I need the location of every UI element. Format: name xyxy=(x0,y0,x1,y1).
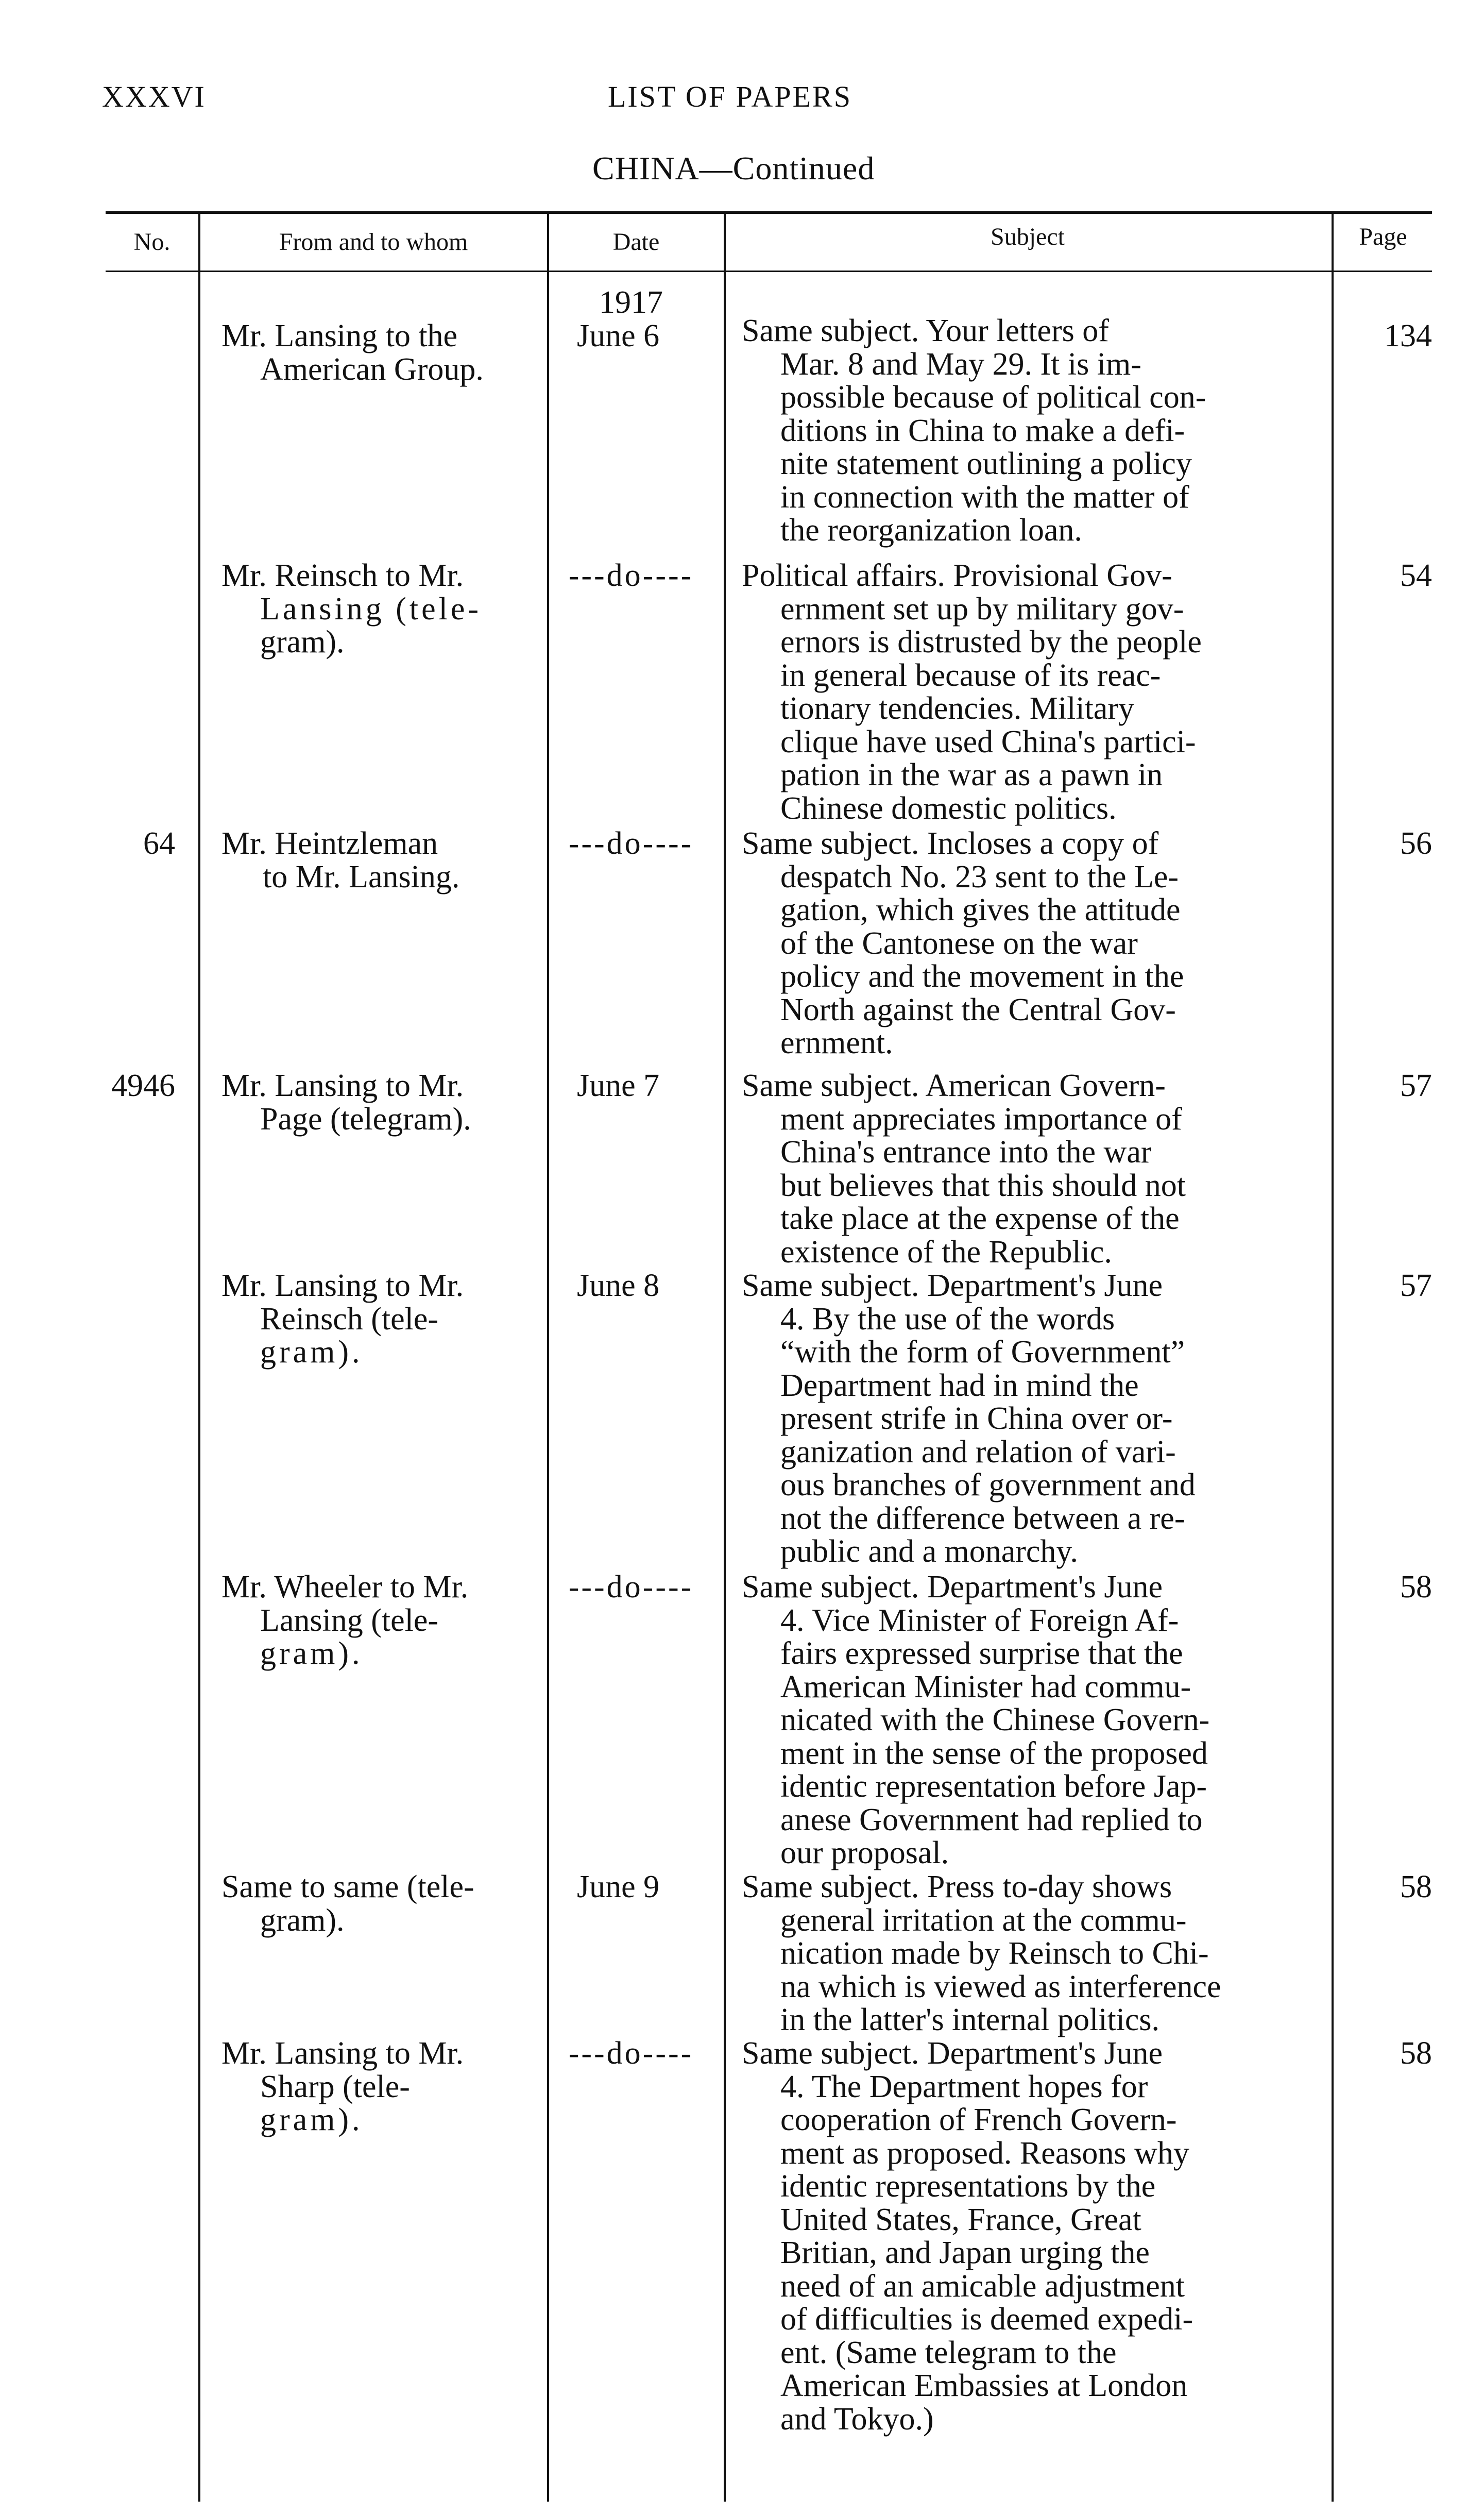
entry-subject: Same subject. Department's June 4. Vice Minister of Foreign Af- fairs expressed surprise that the American Minister had commu- nicated with the Chinese Govern- ment in the sense of the proposed identic representation before Jap- anese Government had replied to our proposal. xyxy=(742,1569,1210,1870)
entry-number: 4946 xyxy=(111,1068,175,1103)
column-header-subject: Subject xyxy=(991,223,1065,250)
entry-year: 1917 xyxy=(599,285,663,320)
column-divider xyxy=(198,214,200,2502)
column-header-date: Date xyxy=(612,228,660,256)
from-to-whom: Mr. Wheeler to Mr. Lansing (tele- gram). xyxy=(221,1569,469,1671)
entry-date: ---do---- xyxy=(568,558,694,593)
from-to-whom: Mr. Lansing to Mr. Reinsch (tele- gram). xyxy=(221,1268,464,1370)
entry-page: 57 xyxy=(1400,1068,1432,1103)
entry-date: ---do---- xyxy=(568,2036,694,2071)
entry-page: 56 xyxy=(1400,826,1432,861)
entry-date: June 7 xyxy=(577,1068,660,1103)
column-header-from: From and to whom xyxy=(279,228,468,256)
entry-page: 134 xyxy=(1384,318,1432,353)
column-header-no: No. xyxy=(133,228,170,256)
entry-subject: Same subject. Incloses a copy of despatch No. 23 sent to the Le- gation, which gives the attitude of the Cantonese on the war policy and the movement in the North against the Central Gov- ernment. xyxy=(742,826,1184,1060)
entry-page: 58 xyxy=(1400,1869,1432,1904)
from-to-whom: Mr. Lansing to the American Group. xyxy=(221,318,484,387)
entry-date: ---do---- xyxy=(568,826,694,861)
entry-date: ---do---- xyxy=(568,1569,694,1605)
entry-subject: Same subject. Department's June 4. The Department hopes for cooperation of French Govern- ment as proposed. Reasons why identic representations by the United States, France, Great Britian, and Japan urging the need of an amicable adjustment of difficulties is deemed expedi- ent. (Same telegram to the American Embassies at London and Tokyo.) xyxy=(742,2036,1193,2437)
entry-date: 1917 June 6 xyxy=(561,286,701,352)
column-divider xyxy=(547,214,549,2502)
column-divider xyxy=(1332,214,1334,2502)
table-top-rule xyxy=(106,211,1432,214)
header-bottom-rule xyxy=(106,271,1432,272)
section-title: CHINA—Continued xyxy=(592,150,875,187)
entry-page: 58 xyxy=(1400,2036,1432,2071)
entry-date: June 9 xyxy=(577,1869,660,1904)
entry-number: 64 xyxy=(143,826,175,861)
entry-subject: Same subject. Press to-day shows general irritation at the commu- nication made by Reinsch to Chi- na which is viewed as interference in the latter's internal politics. xyxy=(742,1869,1221,2037)
from-to-whom: Mr. Lansing to Mr. Page (telegram). xyxy=(221,1068,471,1137)
from-to-whom: Mr. Heintzleman to Mr. Lansing. xyxy=(221,826,460,894)
entry-subject: Same subject. American Govern- ment appreciates importance of China's entrance into the war but believes that this should not take place at the expense of the existence of the Republic. xyxy=(742,1068,1186,1270)
from-to-whom: Mr. Lansing to Mr. Sharp (tele- gram). xyxy=(221,2036,464,2137)
entry-subject: Political affairs. Provisional Gov- ernment set up by military gov- ernors is distrusted by the people in general because of its reac- tionary tendencies. Military clique have used China's partici- pation in the war as a pawn in Chinese domestic politics. xyxy=(742,558,1202,826)
entry-page: 58 xyxy=(1400,1569,1432,1605)
entry-date: June 8 xyxy=(577,1268,660,1303)
entry-subject: Same subject. Your letters of Mar. 8 and May 29. It is im- possible because of political con- ditions in China to make a defi- nite statement outlining a policy in connection with the matter of the reorganization loan. xyxy=(742,313,1206,548)
page-number: XXXVI xyxy=(102,80,206,113)
entry-subject: Same subject. Department's June 4. By the use of the words “with the form of Government” Department had in mind the present strife in China over or- ganization and relation of vari- ous branches of government and not the difference between a re- public and a monarchy. xyxy=(742,1268,1196,1569)
running-title: LIST OF PAPERS xyxy=(608,80,852,113)
from-to-whom: Mr. Reinsch to Mr. Lansing (tele- gram). xyxy=(221,558,482,660)
column-divider xyxy=(724,214,726,2502)
entry-page: 54 xyxy=(1400,558,1432,593)
column-header-page: Page xyxy=(1359,223,1407,250)
entry-page: 57 xyxy=(1400,1268,1432,1303)
from-to-whom: Same to same (tele- gram). xyxy=(221,1869,474,1938)
